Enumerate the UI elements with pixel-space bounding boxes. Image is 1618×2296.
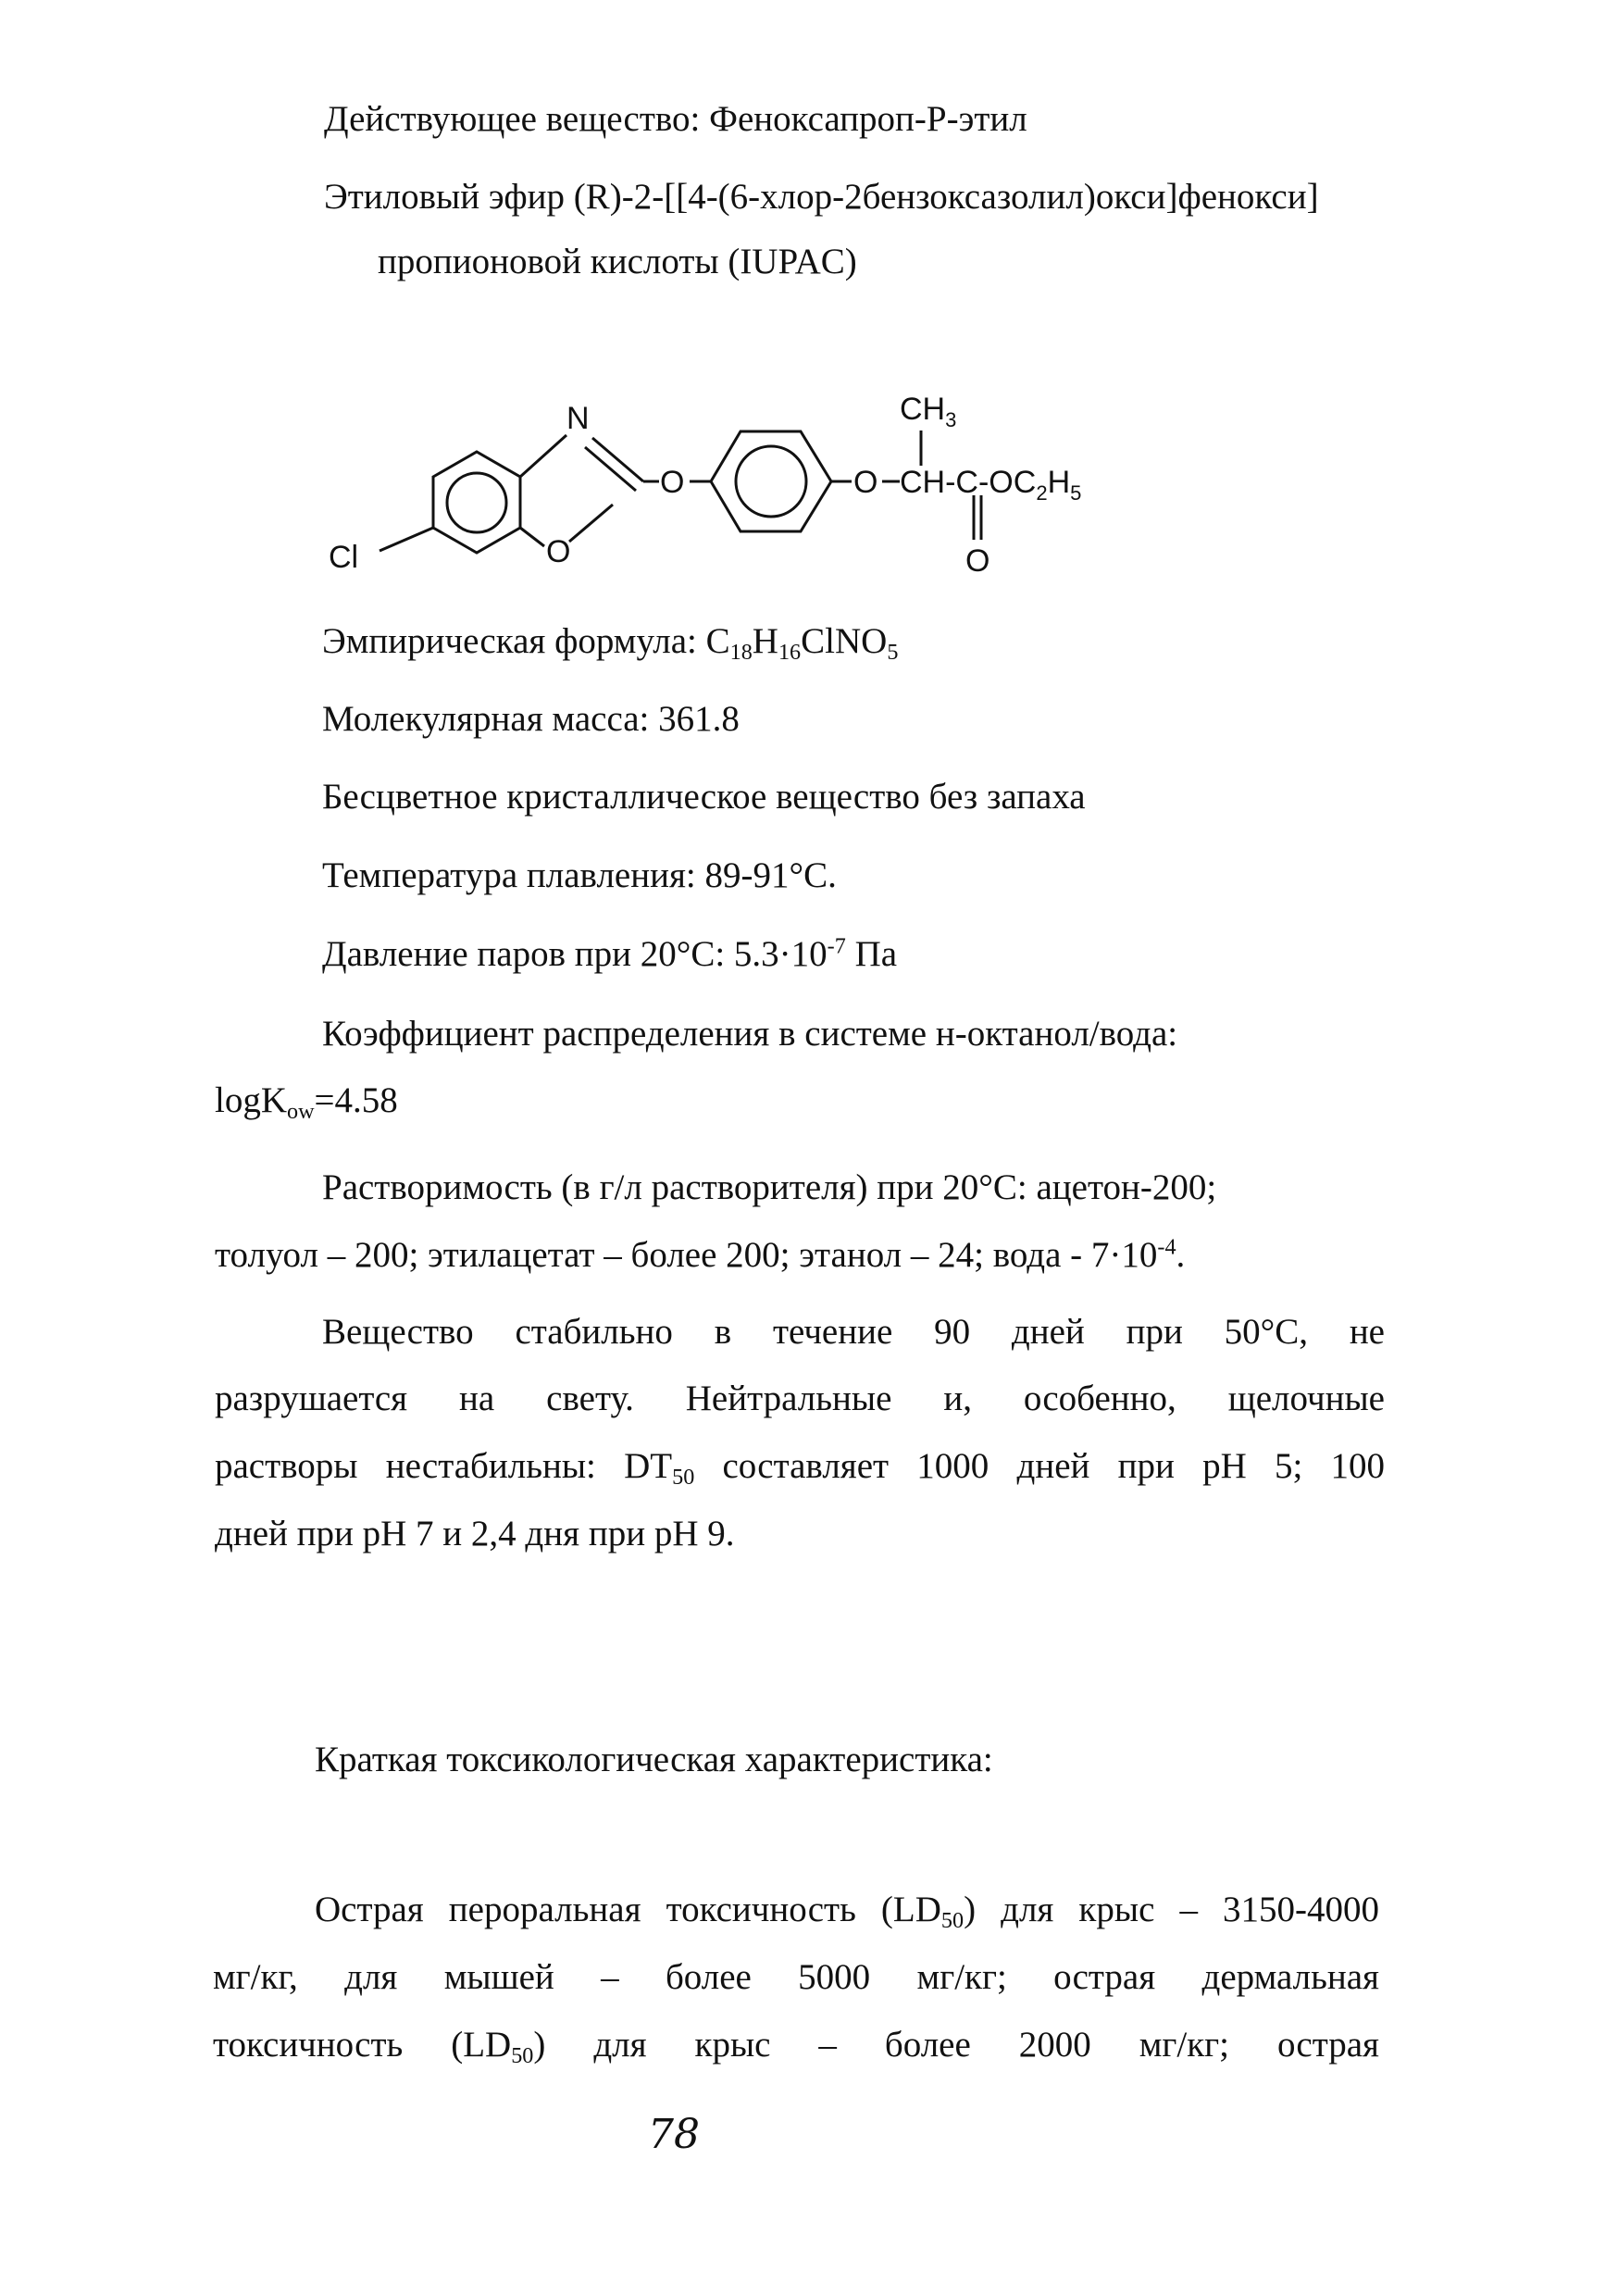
toxicology-line-1: Острая пероральная токсичность $(LD_{50})$ для крыс – 3150-4000 <box>315 1890 1379 1933</box>
iupac-name-line-2: пропионовой кислоты (IUPAC) <box>378 242 857 281</box>
structural-formula <box>324 366 1129 616</box>
stability-line-2: разрушается на свету. Нейтральные и, особенно, щелочные <box>215 1379 1385 1418</box>
atom-n: N <box>566 401 590 436</box>
molecular-mass-line: Молекулярная масса: 361.8 <box>322 699 740 739</box>
toxicology-line-3: токсичность $(LD_{50})$ для крыс – более 2000 мг/кг; острая <box>213 2025 1379 2068</box>
solubility-line-2: толуол – 200; этилацетат – более 200; этанол – 24; вода - $7\cdot 10^{-4}$. <box>215 1234 1186 1275</box>
appearance-line: Бесцветное кристаллическое вещество без запаха <box>322 777 1086 817</box>
stability-line-1: Вещество стабильно в течение 90 дней при 50°С, не <box>322 1312 1385 1352</box>
solubility-line-1: Растворимость (в г/л растворителя) при 20°С: ацетон-200; <box>322 1167 1217 1207</box>
partition-coefficient-line-1: Коэффициент распределения в системе н-октанол/вода: <box>322 1014 1178 1054</box>
stability-line-4: дней при рН 7 и 2,4 дня при рН 9. <box>215 1514 735 1554</box>
toxicology-line-2: мг/кг, для мышей – более 5000 мг/кг; острая дермальная <box>213 1957 1379 1997</box>
vapor-pressure-line: Давление паров при 20°С: $5.3\cdot 10^{-7}$ Па <box>322 933 898 974</box>
toxicology-heading: Краткая токсикологическая характеристика: <box>315 1740 993 1779</box>
phenoxy-aromatic-circle <box>736 446 806 517</box>
active-substance-line: Действующее вещество: Феноксапроп-Р-этил <box>324 99 1027 139</box>
empirical-formula-line: Эмпирическая формула: $C_{18}H_{16}ClNO_5$ <box>322 621 899 665</box>
group-ch-c-oc2h5: $CH-C-OC_2H_5$ <box>900 465 1082 505</box>
atom-cl: Cl <box>329 540 359 575</box>
page-number: 78 <box>648 2111 700 2158</box>
partition-coefficient-value: logK$_{ow}$=4.58 <box>215 1080 398 1124</box>
atom-o-ring: O <box>546 534 571 569</box>
atom-o-link-1: O <box>660 465 685 500</box>
stability-line-3: растворы нестабильны: $DT_{50}$ составляет 1000 дней при рН 5; 100 <box>215 1446 1386 1490</box>
atom-o-carbonyl: O <box>965 543 990 579</box>
melting-point-line: Температура плавления: 89-91°С. <box>322 855 837 895</box>
group-ch3: $CH_3$ <box>900 392 957 431</box>
atom-o-link-2: O <box>853 465 878 500</box>
iupac-name-line-1: Этиловый эфир (R)-2-[[4-(6-хлор-2бензоксазолил)окси]фенокси] <box>324 177 1319 217</box>
benzoxazole-aromatic-circle <box>447 473 506 532</box>
